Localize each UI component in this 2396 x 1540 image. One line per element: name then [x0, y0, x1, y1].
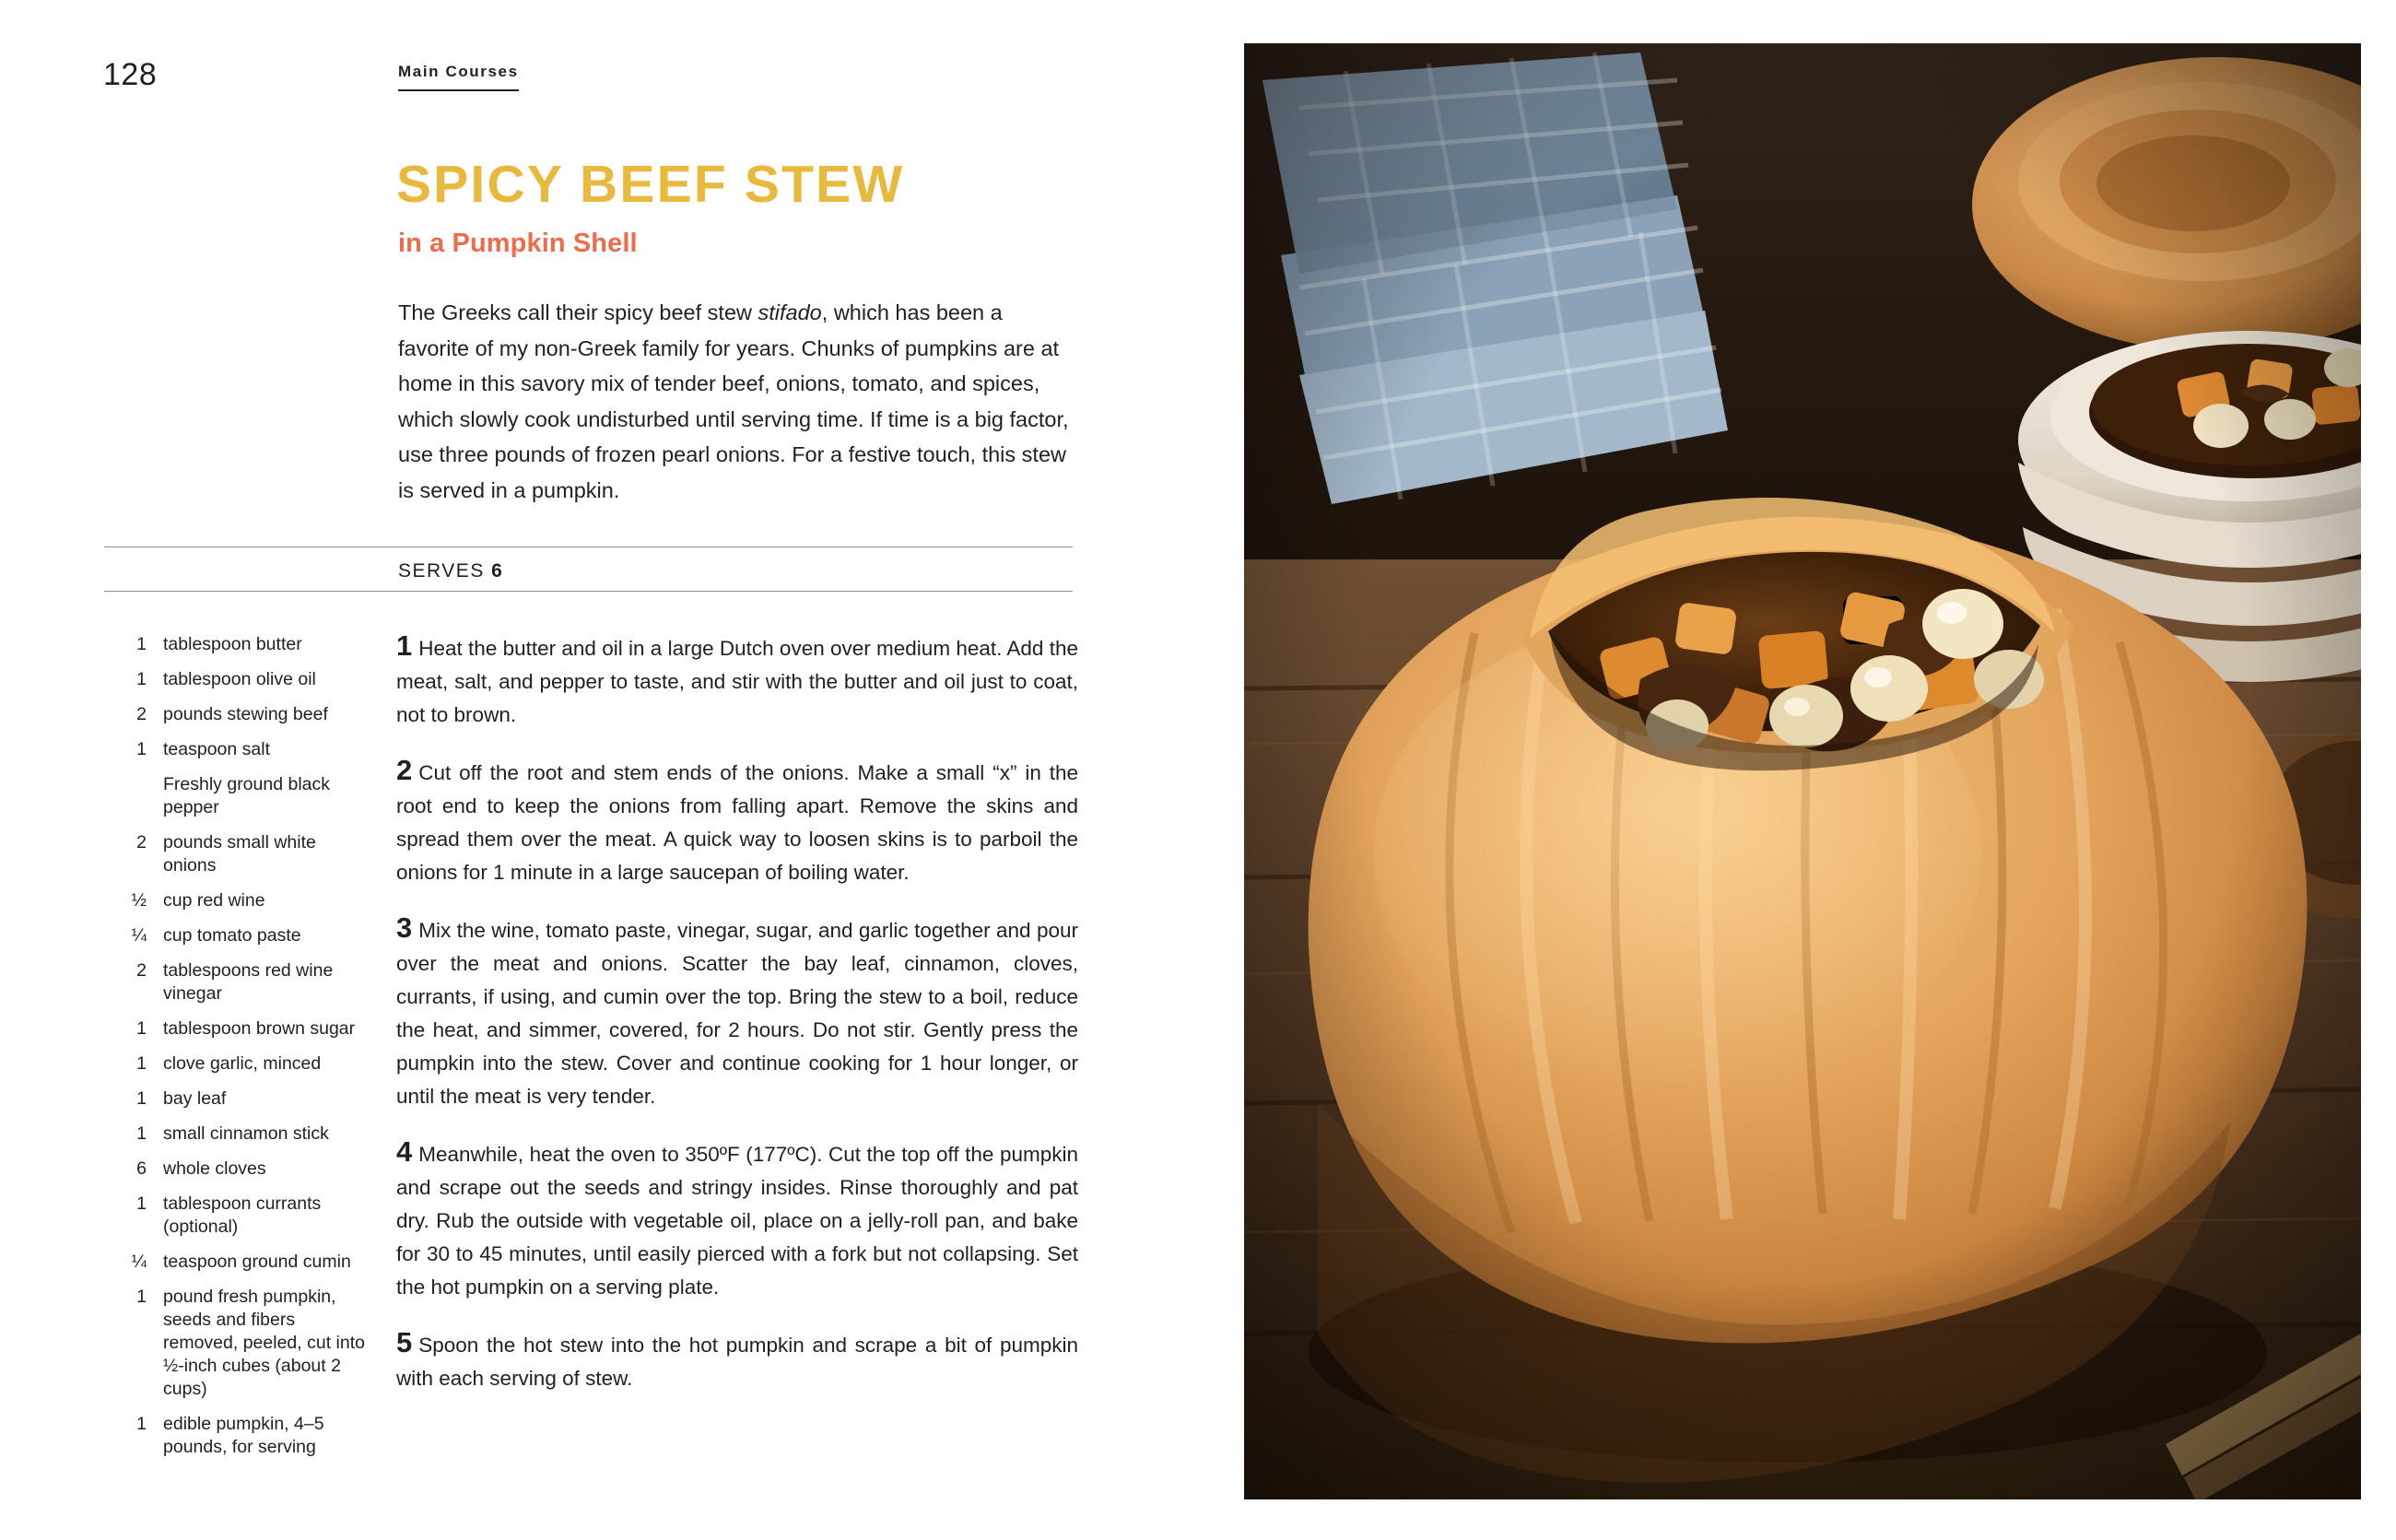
- ingredient-name: cup tomato paste: [163, 925, 301, 946]
- ingredient-quantity: 2: [136, 960, 147, 981]
- ingredient-row: [104, 703, 371, 726]
- ingredient-quantity: 1: [136, 1123, 147, 1144]
- ingredient-quantity: 1: [136, 1053, 147, 1074]
- ingredient-quantity: 1: [136, 669, 147, 689]
- ingredient-row: [104, 959, 371, 1005]
- ingredient-row: [104, 889, 371, 912]
- ingredient-name: cup red wine: [163, 890, 265, 911]
- divider-below-serves: [104, 591, 1073, 592]
- ingredient-name: pound fresh pumpkin, seeds and fibers removed, peeled, cut into ½-inch cubes (about 2 cups): [163, 1287, 365, 1399]
- ingredient-quantity: 2: [136, 832, 147, 852]
- instruction-step: [396, 913, 1078, 1113]
- ingredient-name: Freshly ground black pepper: [163, 774, 331, 817]
- serves-line: [398, 560, 503, 582]
- ingredient-name: whole cloves: [163, 1158, 266, 1179]
- ingredient-name: edible pumpkin, 4–5 pounds, for serving: [163, 1414, 324, 1457]
- instruction-step-text: Meanwhile, heat the oven to 350ºF (177ºC). Cut the top off the pumpkin and scrape out the seeds and stringy insides. Rinse thoroughly and pat dry. Rub the outside with vegetable oil, place on a jelly-roll pan, and bake for 30 to 45 minutes, until easily pierced with a fork but not collapsing. Set the hot pumpkin on a serving plate.: [396, 1143, 1078, 1299]
- ingredient-quantity: 1: [136, 1088, 147, 1109]
- ingredient-name: tablespoon butter: [163, 634, 302, 654]
- ingredients-list: [104, 633, 371, 1471]
- ingredient-quantity: 1: [136, 1287, 147, 1307]
- ingredient-quantity: ¼: [131, 925, 147, 946]
- headnote-text-before: The Greeks call their spicy beef stew: [398, 300, 758, 324]
- instruction-step-text: Mix the wine, tomato paste, vinegar, sugar, and garlic together and pour over the meat and onions. Scatter the bay leaf, cinnamon, cloves, currants, if using, and cumin over the top. Bring the stew to a boil, reduce the heat, and simmer, covered, for 2 hours. Do not stir. Gently press the pumpkin into the stew. Cover and continue cooking for 1 hour longer, or until the meat is very tender.: [396, 919, 1078, 1108]
- headnote-italic-term: stifado: [758, 300, 822, 324]
- ingredient-row: [104, 1158, 371, 1181]
- instruction-step: [396, 1137, 1078, 1304]
- recipe-subtitle: in a Pumpkin Shell: [398, 229, 638, 258]
- instruction-step-number: 5: [396, 1326, 413, 1358]
- instructions-list: [396, 631, 1078, 1419]
- ingredient-row: [104, 1413, 371, 1459]
- instruction-step: [396, 1328, 1078, 1395]
- ingredient-row: [104, 738, 371, 761]
- ingredient-row: [104, 1286, 371, 1401]
- ingredient-quantity: ¼: [131, 1252, 147, 1272]
- instruction-step-number: 4: [396, 1135, 413, 1168]
- page-number: 128: [103, 57, 158, 92]
- ingredient-row: [104, 1251, 371, 1274]
- ingredient-name: pounds stewing beef: [163, 704, 328, 724]
- ingredient-row: [104, 773, 371, 819]
- ingredient-quantity: 6: [136, 1158, 147, 1179]
- headnote-text-after: , which has been a favorite of my non-Greek family for years. Chunks of pumpkins are at home in this savory mix of tender beef, onions, tomato, and spices, which slowly cook undisturbed until serving time. If time is a big factor, use three pounds of frozen pearl onions. For a festive touch, this stew is served in a pumpkin.: [398, 300, 1069, 502]
- ingredient-quantity: 2: [136, 704, 147, 724]
- ingredient-row: [104, 1017, 371, 1040]
- instruction-step-text: Heat the butter and oil in a large Dutch oven over medium heat. Add the meat, salt, and pepper to taste, and stir with the butter and oil just to coat, not to brown.: [396, 637, 1078, 726]
- recipe-photo-page: [1239, 0, 2396, 1540]
- ingredient-quantity: 1: [136, 739, 147, 759]
- ingredient-quantity: 1: [136, 634, 147, 654]
- instruction-step: [396, 631, 1078, 732]
- ingredient-row: [104, 1193, 371, 1239]
- instruction-step-number: 2: [396, 754, 413, 786]
- ingredient-row: [104, 831, 371, 877]
- ingredient-name: bay leaf: [163, 1088, 227, 1109]
- ingredient-row: [104, 924, 371, 947]
- ingredient-name: tablespoon brown sugar: [163, 1018, 356, 1039]
- instruction-step: [396, 756, 1078, 889]
- page-title: SPICY BEEF STEW: [396, 155, 905, 214]
- ingredient-name: tablespoon currants (optional): [163, 1193, 322, 1237]
- ingredient-quantity: 1: [136, 1193, 147, 1214]
- ingredient-row: [104, 1123, 371, 1146]
- instruction-step-text: Cut off the root and stem ends of the onions. Make a small “x” in the root end to keep the onions from falling apart. Remove the skins and spread them over the meat. A quick way to loosen skins is to parboil the onions for 1 minute in a large saucepan of boiling water.: [396, 761, 1078, 884]
- ingredient-quantity: ½: [131, 890, 147, 911]
- ingredient-name: pounds small white onions: [163, 832, 316, 876]
- ingredient-name: small cinnamon stick: [163, 1123, 329, 1144]
- ingredient-name: tablespoon olive oil: [163, 669, 316, 689]
- ingredient-name: teaspoon salt: [163, 739, 271, 759]
- ingredient-row: [104, 1052, 371, 1076]
- ingredient-quantity: 1: [136, 1414, 147, 1434]
- ingredient-quantity: 1: [136, 1018, 147, 1039]
- serves-value: 6: [491, 560, 504, 582]
- recipe-headnote: [398, 295, 1075, 508]
- ingredient-name: teaspoon ground cumin: [163, 1252, 351, 1272]
- ingredient-quantity: [104, 773, 163, 819]
- ingredient-row: [104, 1087, 371, 1111]
- instruction-step-number: 1: [396, 629, 413, 662]
- instruction-step-text: Spoon the hot stew into the hot pumpkin and scrape a bit of pumpkin with each serving of stew.: [396, 1334, 1078, 1390]
- ingredient-row: [104, 668, 371, 691]
- chapter-label: Main Courses: [398, 63, 519, 91]
- serves-label: SERVES: [398, 560, 485, 582]
- stuffed-pumpkin-photo: [1244, 43, 2361, 1499]
- ingredient-name: tablespoons red wine vinegar: [163, 960, 334, 1004]
- ingredient-name: clove garlic, minced: [163, 1053, 322, 1074]
- instruction-step-number: 3: [396, 911, 413, 944]
- ingredient-row: [104, 633, 371, 656]
